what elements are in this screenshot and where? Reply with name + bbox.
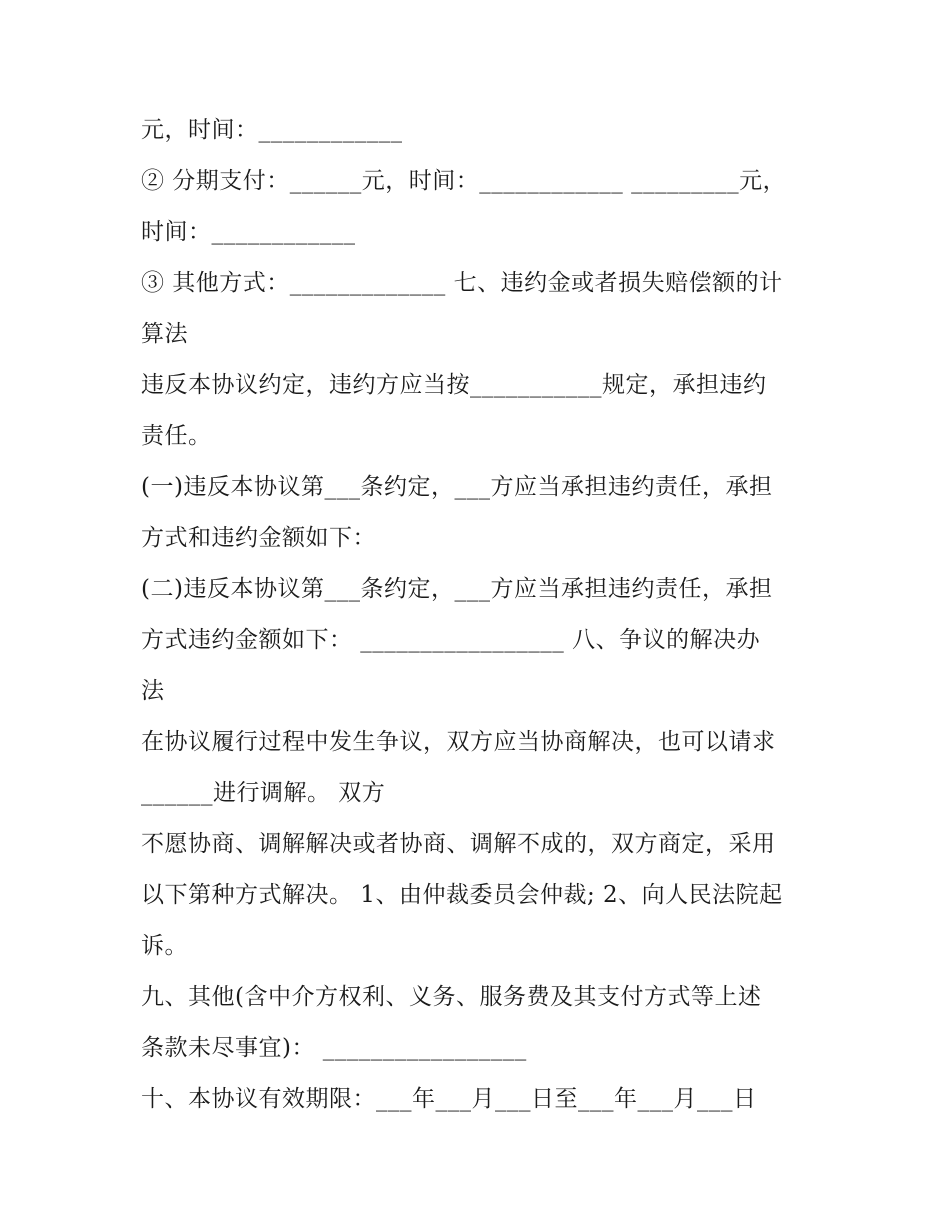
document-body [141, 105, 821, 1125]
text-line: 在协议履行过程中发生争议，双方应当协商解决，也可以请求 [141, 729, 776, 755]
text-line: 以下第种方式解决。 1、由仲裁委员会仲裁; 2、向人民法院起 [141, 882, 783, 908]
text-line: ______进行调解。 双方 [141, 780, 386, 806]
text-line: (二)违反本协议第___条约定，___方应当承担违约责任，承担 [141, 576, 773, 602]
text-line: 九、其他(含中介方权利、义务、服务费及其支付方式等上述 [141, 984, 762, 1010]
text-line: 条款未尽事宜)： _________________ [141, 1035, 527, 1061]
text-line: 方式违约金额如下： _________________ 八、争议的解决办 [141, 627, 761, 653]
text-line: 方式和违约金额如下： [141, 525, 376, 551]
text-line: ③ 其他方式：_____________ 七、违约金或者损失赔偿额的计 [141, 270, 783, 296]
text-line: 诉。 [141, 933, 188, 959]
text-line: 时间：____________ [141, 219, 356, 245]
text-line: (一)违反本协议第___条约定，___方应当承担违约责任，承担 [141, 474, 773, 500]
text-line: 十、本协议有效期限：___年___月___日至___年___月___日 [141, 1086, 757, 1112]
text-line: 违反本协议约定，违约方应当按___________规定，承担违约 [141, 372, 767, 398]
text-line: 算法 [141, 321, 188, 347]
text-line: ② 分期支付：______元，时间：____________ _________元， [141, 168, 787, 194]
text-line: 责任。 [141, 423, 212, 449]
text-line: 元，时间：____________ [141, 117, 403, 143]
text-line: 法 [141, 678, 165, 704]
text-line: 不愿协商、调解解决或者协商、调解不成的，双方商定，采用 [141, 831, 776, 857]
